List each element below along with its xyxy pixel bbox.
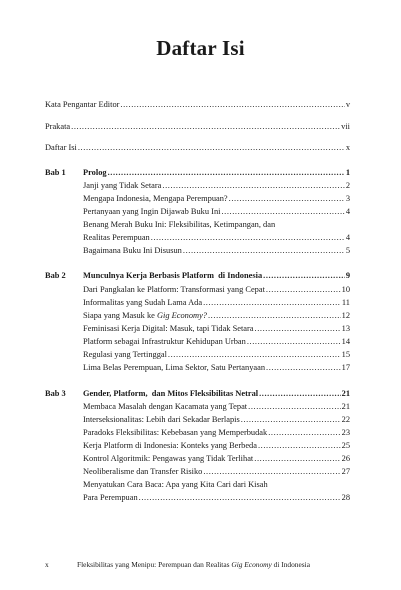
toc-entry[interactable]	[83, 466, 350, 477]
toc-entry[interactable]	[83, 245, 350, 256]
chapter-title: Munculnya Kerja Berbasis Platform di Indonesia	[83, 271, 263, 280]
toc-entry-page: 21	[341, 402, 350, 411]
toc-entry-line1[interactable]	[83, 219, 350, 230]
toc-entry[interactable]	[83, 193, 350, 204]
footer-book-title	[77, 560, 310, 570]
toc-entry-label: Lima Belas Perempuan, Lima Sektor, Satu Pertanyaan	[83, 363, 266, 372]
toc-entry-page: 4	[345, 233, 350, 242]
toc-entry-label: Kontrol Algoritmik: Pengawas yang Tidak Terlihat	[83, 454, 254, 463]
toc-entry-front[interactable]	[45, 99, 350, 110]
footer-title-prefix: Fleksibilitas yang Menipu: Perempuan dan Realitas	[77, 560, 232, 569]
toc-entry[interactable]	[83, 414, 350, 425]
leader-dots	[183, 245, 345, 256]
toc-entry-label: Menyatukan Cara Baca: Apa yang Kita Cari dari Kisah	[83, 480, 268, 489]
toc-entry[interactable]	[83, 336, 350, 347]
toc-entry-label: Regulasi yang Tertinggal	[83, 350, 167, 359]
toc-entry-label: Pertanyaan yang Ingin Dijawab Buku Ini	[83, 207, 221, 216]
toc-entry[interactable]	[83, 323, 350, 334]
footer-title-italic: Gig Economy	[231, 560, 272, 569]
leader-dots	[203, 466, 340, 477]
toc-entry[interactable]	[83, 284, 350, 295]
toc-entry-label: Benang Merah Buku Ini: Fleksibilitas, Ketimpangan, dan	[83, 220, 276, 229]
toc-entry-label: Neoliberalisme dan Transfer Risiko	[83, 467, 203, 476]
toc-entry-page: 25	[341, 441, 350, 450]
leader-dots	[71, 121, 340, 132]
chapter-number: Bab 1	[45, 168, 66, 177]
toc-entry-label: Prakata	[45, 122, 71, 131]
toc-entry-front[interactable]	[45, 121, 350, 132]
toc-entry-label: Daftar Isi	[45, 143, 77, 152]
toc-entry-label: Mengapa Indonesia, Mengapa Perempuan?	[83, 194, 228, 203]
toc-entry-label: Kerja Platform di Indonesia: Konteks yang Berbeda	[83, 441, 257, 450]
toc-entry[interactable]	[83, 401, 350, 412]
toc-entry[interactable]	[83, 232, 350, 243]
toc-entry[interactable]	[83, 453, 350, 464]
toc-entry[interactable]	[83, 492, 350, 503]
leader-dots	[259, 388, 341, 399]
footer-title-suffix: di Indonesia	[271, 560, 310, 569]
toc-entry-page: 28	[341, 493, 350, 502]
toc-entry-page: 5	[345, 246, 350, 255]
toc-entry-label: Janji yang Tidak Setara	[83, 181, 162, 190]
toc-entry-page: 22	[341, 415, 350, 424]
toc-entry-label-italic: Gig Economy?	[156, 311, 207, 320]
toc-entry-page: 17	[341, 363, 350, 372]
leader-dots	[203, 297, 341, 308]
leader-dots	[168, 349, 341, 360]
chapter-heading[interactable]	[83, 270, 350, 281]
toc-entry[interactable]	[83, 310, 350, 321]
toc-entry-page: 23	[341, 428, 350, 437]
chapter-number: Bab 2	[45, 271, 66, 280]
leader-dots	[139, 492, 341, 503]
toc-entry-label: Platform sebagai Infrastruktur Kehidupan Urban	[83, 337, 246, 346]
toc-entry-page: 12	[341, 311, 350, 320]
leader-dots	[247, 336, 341, 347]
leader-dots	[241, 414, 341, 425]
chapter-page: 9	[345, 271, 350, 280]
toc-entry-page: 4	[345, 207, 350, 216]
chapter-heading[interactable]	[83, 167, 350, 178]
toc-entry-front[interactable]	[45, 142, 350, 153]
leader-dots	[229, 193, 345, 204]
leader-dots	[248, 401, 341, 412]
chapter-page: 21	[341, 389, 350, 398]
toc-entry-page: 15	[341, 350, 350, 359]
toc-entry-page: 26	[341, 454, 350, 463]
leader-dots	[151, 232, 345, 243]
leader-dots	[78, 142, 345, 153]
toc-entry-label: Interseksionalitas: Lebih dari Sekadar Berlapis	[83, 415, 240, 424]
toc-entry-page: 14	[341, 337, 350, 346]
leader-dots	[208, 310, 341, 321]
toc-entry-label-roman: Siapa yang Masuk ke	[83, 311, 157, 320]
toc-entry[interactable]	[83, 206, 350, 217]
toc-entry[interactable]	[83, 349, 350, 360]
toc-entry-page: vii	[341, 122, 350, 131]
toc-entry-label-cont: Para Perempuan	[83, 493, 138, 502]
leader-dots	[268, 427, 340, 438]
toc-entry-line1[interactable]	[83, 479, 350, 490]
leader-dots	[255, 323, 341, 334]
leader-dots	[120, 99, 344, 110]
chapter-title: Prolog	[83, 168, 107, 177]
toc-entry[interactable]	[83, 180, 350, 191]
toc-entry-label: Paradoks Fleksibilitas: Kebebasan yang Memperbudak	[83, 428, 268, 437]
toc-entry-page: 11	[341, 298, 350, 307]
chapter-heading[interactable]	[83, 388, 350, 399]
toc-entry-page: 13	[341, 324, 350, 333]
toc-entry-label-cont: Realitas Perempuan	[83, 233, 150, 242]
leader-dots	[162, 180, 344, 191]
toc-entry[interactable]	[83, 427, 350, 438]
chapter-number: Bab 3	[45, 389, 66, 398]
footer-page-numeral: x	[45, 560, 49, 569]
chapter-page: 1	[345, 168, 350, 177]
leader-dots	[254, 453, 340, 464]
leader-dots	[258, 440, 341, 451]
toc-entry-label: Bagaimana Buku Ini Disusun	[83, 246, 182, 255]
toc-entry-page: 10	[341, 285, 350, 294]
page-title: Daftar Isi	[156, 36, 245, 60]
toc-entry-label: Informalitas yang Sudah Lama Ada	[83, 298, 203, 307]
toc-entry-label	[83, 310, 207, 321]
leader-dots	[108, 167, 345, 178]
leader-dots	[266, 362, 341, 373]
toc-entry[interactable]	[83, 362, 350, 373]
toc-entry-page: 3	[345, 194, 350, 203]
toc-entry-label: Kata Pengantar Editor	[45, 100, 120, 109]
toc-entry-page: v	[345, 100, 350, 109]
leader-dots	[221, 206, 344, 217]
toc-entry-page: x	[345, 143, 350, 152]
chapter-title: Gender, Platform, dan Mitos Fleksibilitas Netral	[83, 389, 259, 398]
leader-dots	[266, 284, 341, 295]
toc-entry-page: 2	[345, 181, 350, 190]
toc-entry-label: Dari Pangkalan ke Platform: Transformasi yang Cepat	[83, 285, 265, 294]
toc-entry[interactable]	[83, 297, 350, 308]
toc-entry-label: Membaca Masalah dengan Kacamata yang Tepat	[83, 402, 248, 411]
toc-entry-page: 27	[341, 467, 350, 476]
toc-entry-label: Feminisasi Kerja Digital: Masuk, tapi Tidak Setara	[83, 324, 254, 333]
toc-entry[interactable]	[83, 440, 350, 451]
leader-dots	[263, 270, 345, 281]
